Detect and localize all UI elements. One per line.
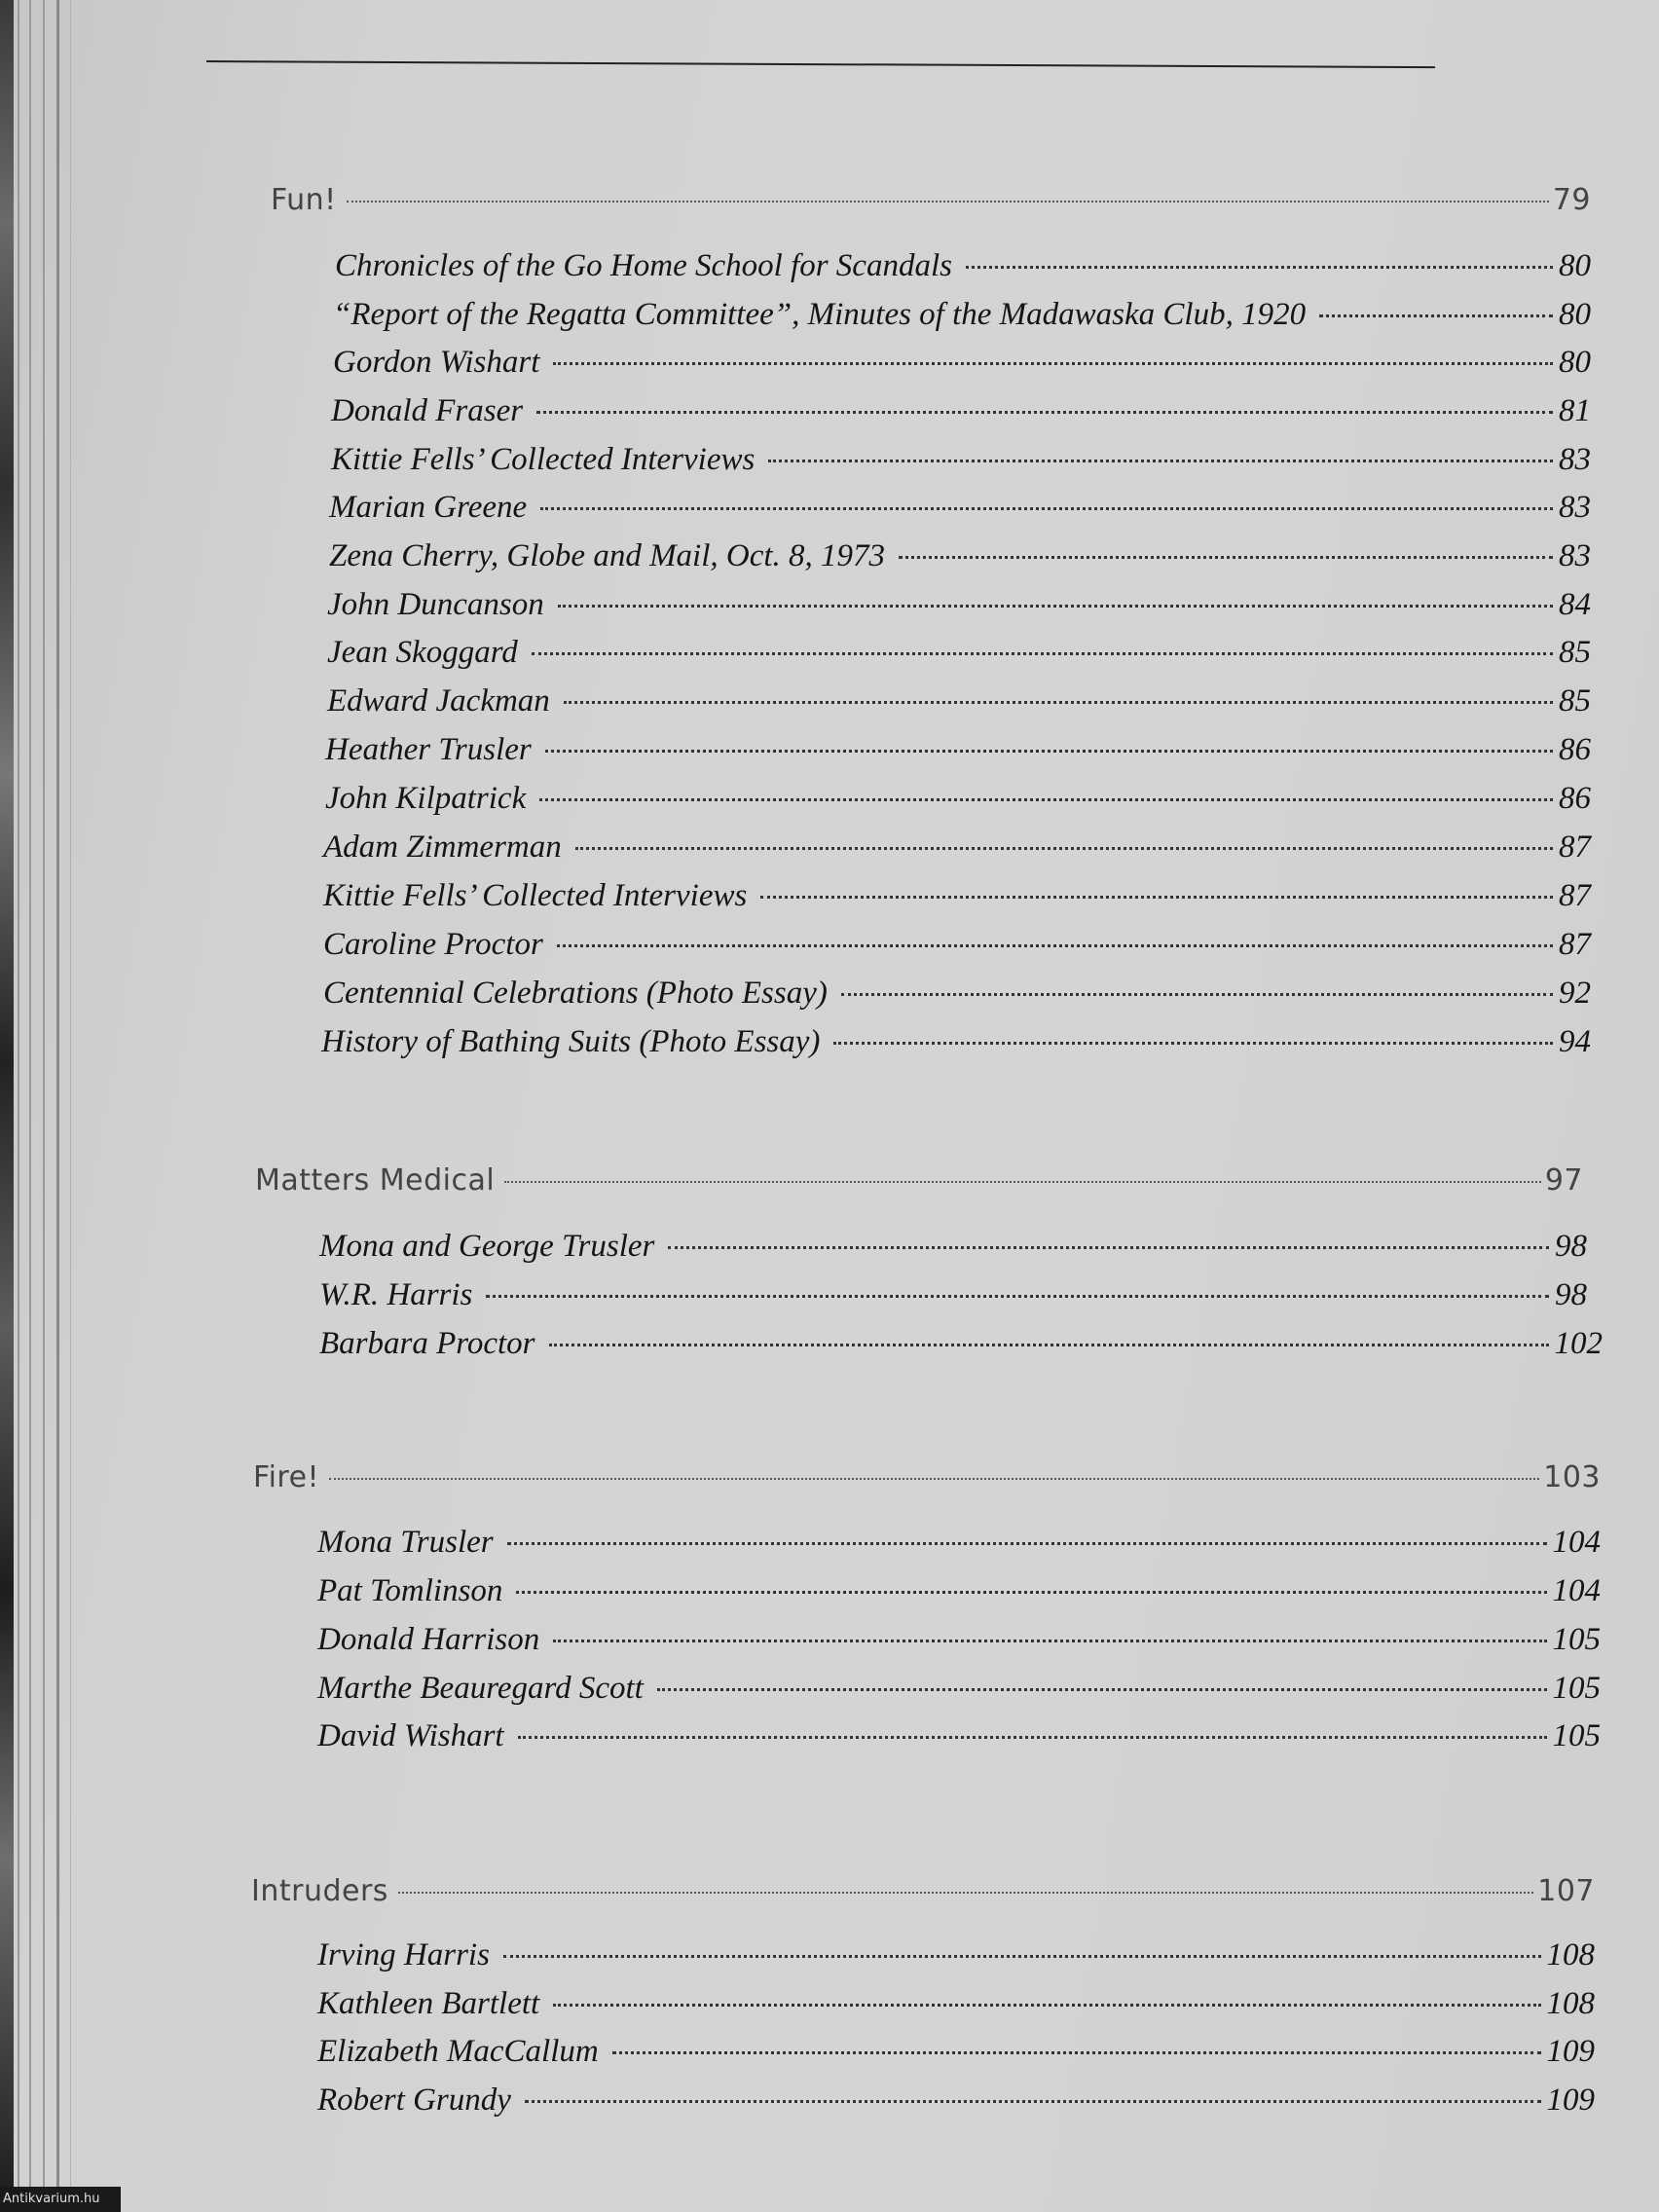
dot-leader <box>558 605 1553 608</box>
toc-entry[interactable] <box>327 635 1591 671</box>
toc-entry[interactable] <box>331 442 1591 478</box>
entry-title: History of Bathing Suits (Photo Essay) <box>321 1024 821 1059</box>
entry-title: John Duncanson <box>327 587 544 622</box>
entry-page-number: 109 <box>1546 2034 1595 2069</box>
dot-leader <box>532 652 1553 655</box>
entry-page-number: 83 <box>1559 490 1591 525</box>
toc-entry[interactable] <box>317 2083 1595 2119</box>
entry-title: Adam Zimmerman <box>323 830 562 865</box>
entry-title: Robert Grundy <box>317 2083 511 2118</box>
dot-leader <box>768 460 1553 462</box>
entry-page-number: 98 <box>1555 1277 1587 1312</box>
toc-entry[interactable] <box>317 1525 1601 1561</box>
entry-page-number: 87 <box>1559 830 1591 865</box>
dot-leader <box>503 1955 1541 1958</box>
entry-page-number: 98 <box>1555 1229 1587 1264</box>
toc-entry[interactable] <box>327 683 1591 719</box>
section-page-number: 107 <box>1537 1874 1595 1908</box>
entry-page-number: 102 <box>1554 1326 1603 1361</box>
toc-entry[interactable] <box>319 1326 1603 1362</box>
entry-page-number: 81 <box>1559 393 1591 428</box>
dot-leader <box>536 411 1553 414</box>
toc-entry[interactable] <box>317 1937 1595 1973</box>
entry-title: Kathleen Bartlett <box>317 1986 540 2021</box>
toc-entry[interactable] <box>317 1622 1601 1658</box>
section-heading[interactable] <box>255 1163 1583 1198</box>
entry-page-number: 94 <box>1559 1024 1591 1059</box>
dot-leader <box>899 556 1553 559</box>
section-title: Intruders <box>251 1874 388 1908</box>
toc-entry[interactable] <box>323 878 1591 914</box>
toc-entry[interactable] <box>325 781 1591 817</box>
toc-entry[interactable] <box>317 1671 1601 1707</box>
toc-entry[interactable] <box>323 976 1591 1012</box>
entry-title: “Report of the Regatta Committee”, Minutes of the Madawaska Club, 1920 <box>333 297 1307 332</box>
dot-leader <box>347 201 1549 203</box>
section-title: Fire! <box>253 1460 320 1494</box>
dot-leader <box>507 1542 1547 1545</box>
entry-page-number: 80 <box>1559 297 1591 332</box>
dot-leader <box>539 798 1553 801</box>
dot-leader <box>557 944 1553 947</box>
toc-entry[interactable] <box>325 732 1591 768</box>
section-title: Fun! <box>271 183 337 217</box>
entry-title: Kittie Fells’ Collected Interviews <box>331 442 756 477</box>
dot-leader <box>553 2004 1540 2007</box>
entry-page-number: 104 <box>1552 1573 1601 1608</box>
dot-leader <box>516 1591 1546 1594</box>
toc-entry[interactable] <box>317 2034 1595 2070</box>
dot-leader <box>1319 314 1553 317</box>
dot-leader <box>841 993 1553 996</box>
entry-title: Mona and George Trusler <box>319 1229 655 1264</box>
dot-leader <box>518 1736 1547 1739</box>
dot-leader <box>398 1892 1533 1894</box>
dot-leader <box>833 1042 1553 1045</box>
toc-entry[interactable] <box>329 490 1591 526</box>
entry-page-number: 86 <box>1559 781 1591 816</box>
dot-leader <box>540 507 1553 510</box>
dot-leader <box>545 750 1553 753</box>
entry-title: Mona Trusler <box>317 1525 494 1560</box>
entry-page-number: 87 <box>1559 927 1591 962</box>
dot-leader <box>668 1246 1549 1249</box>
entry-title: Donald Fraser <box>331 393 524 428</box>
dot-leader <box>504 1181 1541 1183</box>
toc-entry[interactable] <box>319 1277 1587 1313</box>
entry-page-number: 87 <box>1559 878 1591 913</box>
entry-title: Gordon Wishart <box>333 345 540 380</box>
toc-entry[interactable] <box>333 345 1591 381</box>
entry-page-number: 108 <box>1546 1937 1595 1972</box>
section-heading[interactable] <box>253 1460 1601 1494</box>
dot-leader <box>553 362 1553 365</box>
entry-title: Kittie Fells’ Collected Interviews <box>323 878 748 913</box>
section-title: Matters Medical <box>255 1163 496 1198</box>
entry-page-number: 105 <box>1552 1671 1601 1706</box>
toc-entry[interactable] <box>317 1986 1595 2022</box>
toc-entry[interactable] <box>317 1573 1601 1609</box>
entry-page-number: 92 <box>1559 976 1591 1011</box>
entry-page-number: 84 <box>1559 587 1591 622</box>
section-page-number: 103 <box>1543 1460 1601 1494</box>
entry-title: Elizabeth MacCallum <box>317 2034 599 2069</box>
dot-leader <box>760 896 1553 899</box>
toc-entry[interactable] <box>333 297 1591 333</box>
entry-title: Marthe Beauregard Scott <box>317 1671 644 1706</box>
entry-title: Marian Greene <box>329 490 528 525</box>
entry-page-number: 85 <box>1559 635 1591 670</box>
entry-title: Jean Skoggard <box>327 635 518 670</box>
entry-title: Edward Jackman <box>327 683 550 719</box>
dot-leader <box>612 2051 1541 2054</box>
entry-title: Irving Harris <box>317 1937 490 1972</box>
dot-leader <box>657 1688 1547 1691</box>
entry-page-number: 80 <box>1559 248 1591 283</box>
entry-page-number: 85 <box>1559 683 1591 719</box>
entry-title: John Kilpatrick <box>325 781 527 816</box>
entry-page-number: 86 <box>1559 732 1591 767</box>
dot-leader <box>966 266 1553 269</box>
section-page-number: 97 <box>1544 1163 1583 1198</box>
toc-entry[interactable] <box>331 393 1591 429</box>
dot-leader <box>564 701 1553 704</box>
dot-leader <box>549 1344 1549 1346</box>
section-heading[interactable] <box>251 1874 1595 1908</box>
entry-page-number: 104 <box>1552 1525 1601 1560</box>
toc-entry[interactable] <box>317 1718 1601 1754</box>
toc-entry[interactable] <box>327 587 1591 623</box>
entry-title: W.R. Harris <box>319 1277 473 1312</box>
entry-title: Barbara Proctor <box>319 1326 535 1361</box>
toc-entry[interactable] <box>321 1024 1591 1060</box>
dot-leader <box>575 847 1553 850</box>
entry-title: Donald Harrison <box>317 1622 540 1657</box>
entry-page-number: 80 <box>1559 345 1591 380</box>
entry-page-number: 109 <box>1546 2083 1595 2118</box>
section-heading[interactable] <box>271 183 1591 217</box>
toc-entry[interactable] <box>323 927 1591 963</box>
dot-leader <box>525 2100 1541 2103</box>
watermark: Antikvarium.hu <box>0 2187 121 2212</box>
entry-page-number: 105 <box>1552 1718 1601 1753</box>
dot-leader <box>486 1295 1549 1298</box>
dot-leader <box>329 1478 1539 1480</box>
entry-page-number: 105 <box>1552 1622 1601 1657</box>
entry-page-number: 83 <box>1559 538 1591 573</box>
entry-title: David Wishart <box>317 1718 504 1753</box>
toc-entry[interactable] <box>319 1229 1587 1265</box>
toc-entry[interactable] <box>329 538 1591 574</box>
toc-entry[interactable] <box>335 248 1591 284</box>
entry-page-number: 83 <box>1559 442 1591 477</box>
entry-title: Heather Trusler <box>325 732 532 767</box>
entry-title: Zena Cherry, Globe and Mail, Oct. 8, 1973 <box>329 538 886 573</box>
entry-title: Pat Tomlinson <box>317 1573 503 1608</box>
entry-title: Centennial Celebrations (Photo Essay) <box>323 976 828 1011</box>
toc-entry[interactable] <box>323 830 1591 866</box>
entry-title: Caroline Proctor <box>323 927 543 962</box>
entry-title: Chronicles of the Go Home School for Scandals <box>335 248 952 283</box>
entry-page-number: 108 <box>1546 1986 1595 2021</box>
section-page-number: 79 <box>1552 183 1591 217</box>
dot-leader <box>553 1640 1546 1642</box>
